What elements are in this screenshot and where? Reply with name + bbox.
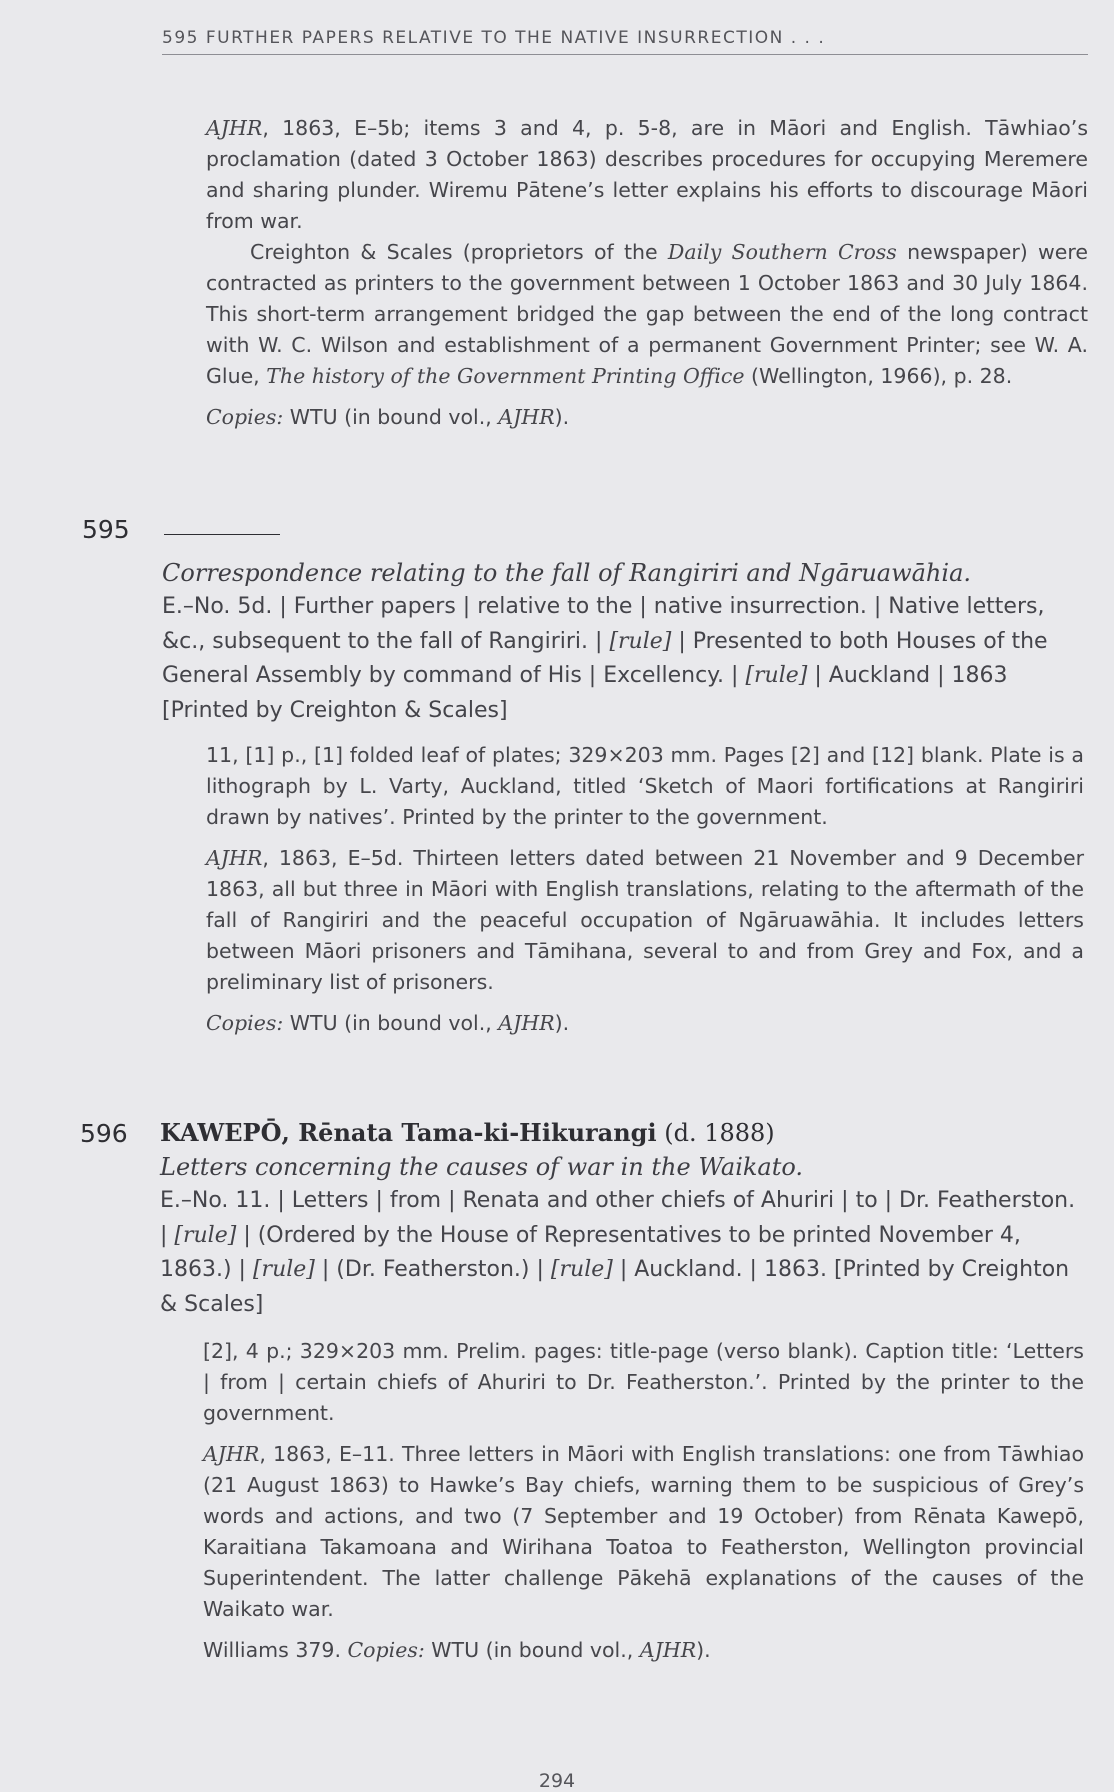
copies-line xyxy=(203,1635,1084,1666)
entry-number: 595 xyxy=(82,515,130,544)
newspaper-title: Daily Southern Cross xyxy=(667,240,897,264)
copies-label: Copies: xyxy=(206,405,284,429)
imprint-text: | Auckland | 1863 [Printed by Creighton & Scales] xyxy=(162,663,1008,723)
ref-abbrev: AJHR xyxy=(639,1638,697,1662)
note-text: (Wellington, 1966), p. 28. xyxy=(744,364,1013,388)
note-text: newspaper) were contracted as printers to the government between 1 October 1863 and 30 July 1864. This short-term arrangement bridged the gap between the end of the long contract with W. C. Wilson and establishment of a permanent Government Printer; see W. A. Glue, xyxy=(206,240,1088,388)
collation: 11, [1] p., [1] folded leaf of plates; 329×203 mm. Pages [2] and [12] blank. Plate is a lithograph by L. Varty, Auckland, titled ‘Sketch of Maori fortifications at Rangiriri drawn by natives’. Printed by the printer to the government. xyxy=(206,743,1084,829)
printer-note-paragraph xyxy=(206,237,1088,392)
top-continuation xyxy=(206,113,1088,433)
rule-mark: [rule] xyxy=(609,628,672,654)
copies-end: ). xyxy=(554,405,570,429)
copies-end: ). xyxy=(554,1011,570,1035)
entry-596 xyxy=(160,1116,1084,1322)
imprint xyxy=(162,590,1084,728)
note-text: , 1863, E–11. Three letters in Māori with English translations: one from Tāwhiao (21 August 1863) to Hawke’s Bay chiefs, warning them to be suspicious of Grey’s words and actions, and two (7 September and 19 October) from Rēnata Kawepō, Karaitiana Takamoana and Wirihana Toatoa to Featherston, Wellington provincial Superintendent. The latter challenge Pākehā explanations of the causes of the Waikato war. xyxy=(203,1442,1084,1621)
copies-label: Copies: xyxy=(347,1638,425,1662)
note-paragraph xyxy=(203,1439,1084,1625)
rule-mark: [rule] xyxy=(745,663,808,688)
entry-595 xyxy=(162,556,1084,728)
note-text: Creighton & Scales (proprietors of the xyxy=(250,240,668,264)
rule-mark: [rule] xyxy=(252,1257,315,1282)
imprint xyxy=(160,1184,1084,1322)
note-text: , 1863, E–5d. Thirteen letters dated between 21 November and 9 December 1863, all but three in Māori with English translations, relating to the aftermath of the fall of Rangiriri and the peaceful occupation of Ngāruawāhia. It includes letters between Māori prisoners and Tāmihana, several to and from Grey and Fox, and a preliminary list of prisoners. xyxy=(206,846,1084,994)
imprint-text: E.–No. 5d. | Further papers | relative to the | native insurrection. | Native letters, &c., subsequent to the fall of Rangiriri. | xyxy=(162,594,1045,654)
imprint-text: | (Ordered by the House of Representatives to be printed November 4, 1863.) | xyxy=(160,1222,1021,1282)
rule-mark: [rule] xyxy=(174,1222,237,1248)
copies-end: ). xyxy=(696,1638,711,1662)
entry-title: Letters concerning the causes of war in the Waikato. xyxy=(160,1153,804,1181)
note-paragraph xyxy=(206,113,1088,237)
imprint-text: | Auckland. | 1863. [Printed by Creighton & Scales] xyxy=(160,1257,1070,1317)
rule-mark: [rule] xyxy=(550,1257,613,1282)
imprint-text: | Presented to both Houses of the General Assembly by command of His | Excellency. | xyxy=(162,628,1048,688)
book-title: The history of the Government Printing Office xyxy=(266,364,745,388)
entry-596-notes xyxy=(203,1336,1084,1666)
entry-heading xyxy=(160,1116,1084,1150)
imprint-text: E.–No. 11. | Letters | from | Renata and other chiefs of Ahuriri | to | Dr. Featherston. | xyxy=(160,1188,1076,1248)
copies-line xyxy=(206,402,1088,433)
copies-text: WTU (in bound vol., xyxy=(283,1011,499,1035)
page-number: 294 xyxy=(538,1770,576,1792)
imprint-text: | (Dr. Featherston.) | xyxy=(314,1257,551,1282)
author-name: KAWEPŌ, Rēnata Tama-ki-Hikurangi xyxy=(160,1118,657,1147)
running-head: 595 FURTHER PAPERS RELATIVE TO THE NATIVE INSURRECTION . . . xyxy=(162,28,1088,55)
entry-title: Correspondence relating to the fall of Rangiriri and Ngāruawāhia. xyxy=(162,559,972,587)
copies-line xyxy=(206,1008,1084,1039)
copies-text: WTU (in bound vol., xyxy=(283,405,499,429)
ref-abbrev: AJHR xyxy=(203,1442,260,1466)
ref-abbrev: AJHR xyxy=(498,1011,555,1035)
copies-text: WTU (in bound vol., xyxy=(424,1638,640,1662)
ref-abbrev: AJHR xyxy=(206,116,263,140)
copies-label: Copies: xyxy=(206,1011,284,1035)
author-repeat-dash xyxy=(164,534,280,535)
collation: [2], 4 p.; 329×203 mm. Prelim. pages: title-page (verso blank). Caption title: ‘Letters | from | certain chiefs of Ahuriri to Dr. Featherston.’. Printed by the printer to the government. xyxy=(203,1339,1084,1425)
entry-number: 596 xyxy=(80,1119,128,1148)
ref-abbrev: AJHR xyxy=(206,846,263,870)
reference: Williams 379. xyxy=(203,1638,348,1662)
author-dates: (d. 1888) xyxy=(664,1119,775,1147)
note-text: , 1863, E–5b; items 3 and 4, p. 5-8, are in Māori and English. Tāwhiao’s proclamation (dated 3 October 1863) describes procedures for occupying Meremere and sharing plunder. Wiremu Pātene’s letter explains his efforts to discourage Māori from war. xyxy=(206,116,1088,233)
entry-595-notes xyxy=(206,740,1084,1039)
ref-abbrev: AJHR xyxy=(498,405,555,429)
note-paragraph xyxy=(206,843,1084,998)
